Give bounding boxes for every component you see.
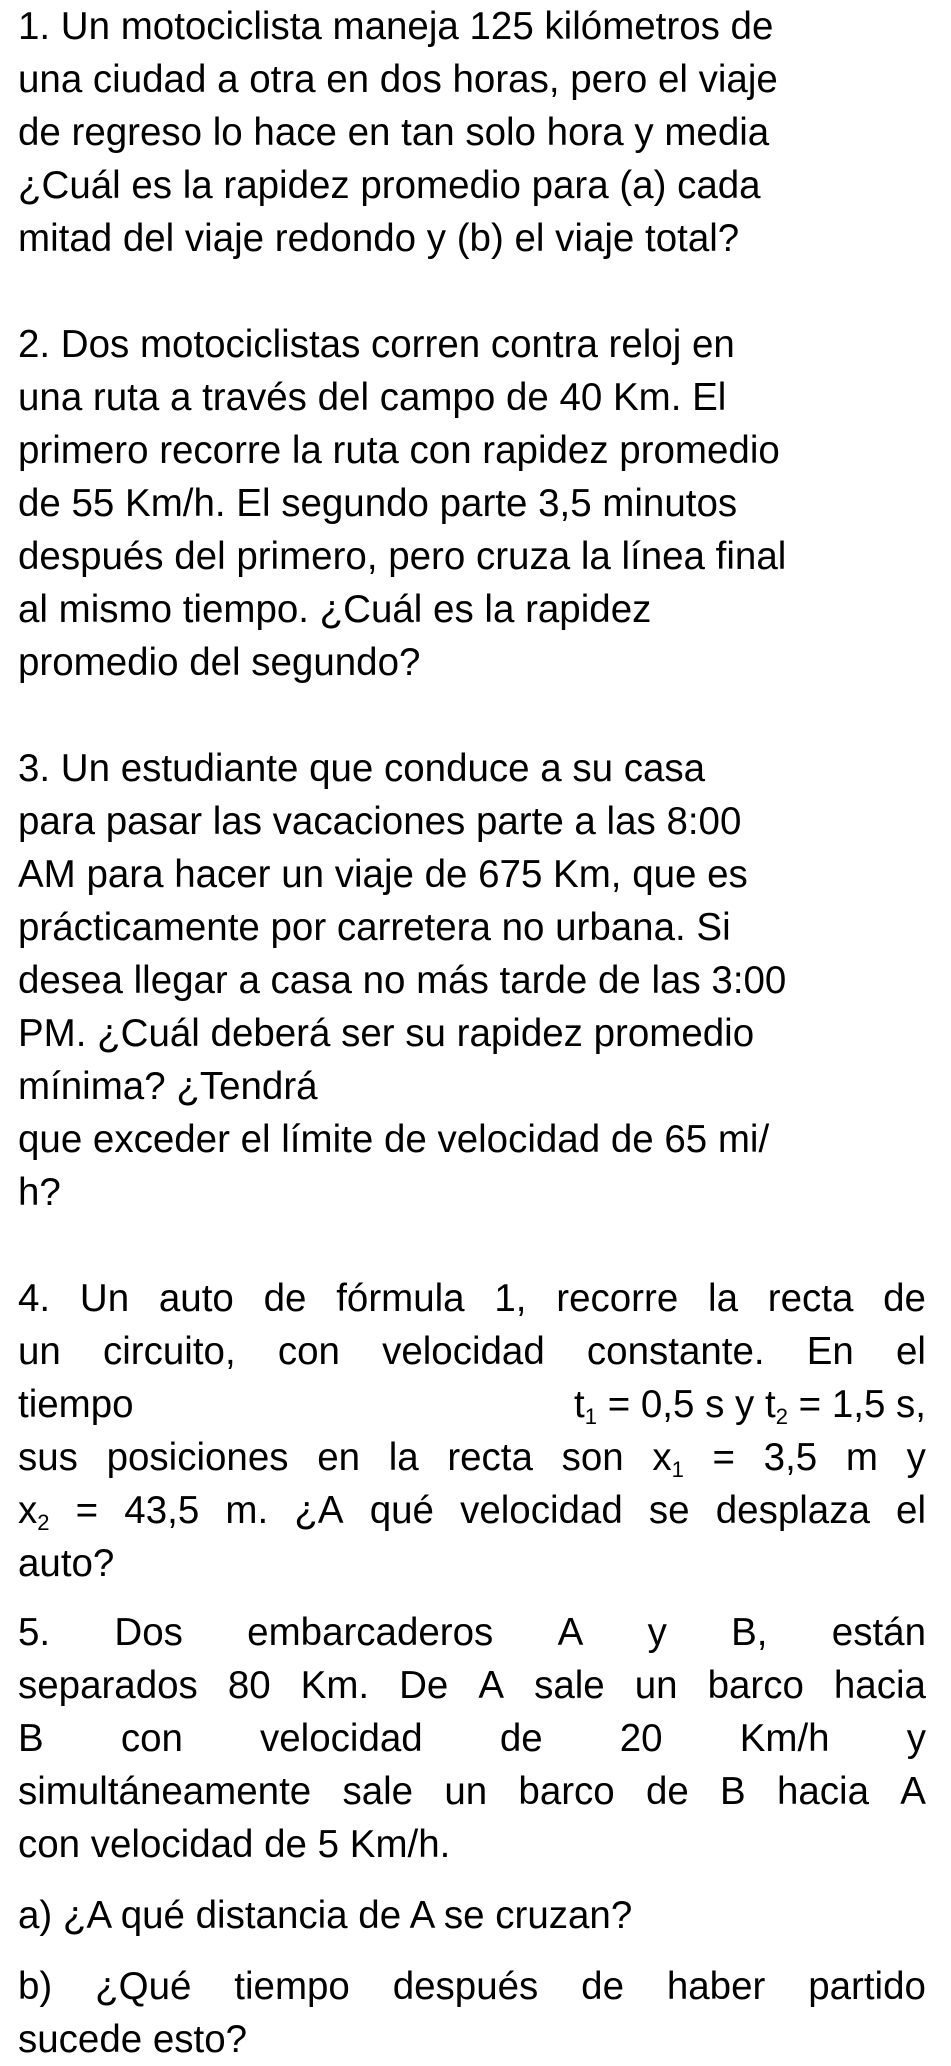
- word: y: [906, 1436, 926, 1479]
- document: [18, 0, 926, 2066]
- problem-2-line: primero recorre la ruta con rapidez promedio: [18, 429, 780, 472]
- word: embarcaderos: [247, 1611, 494, 1654]
- problem-4-line-3: [18, 1378, 926, 1431]
- word: barco: [707, 1664, 804, 1707]
- problem-2-line: de 55 Km/h. El segundo parte 3,5 minutos: [18, 482, 738, 525]
- word: 20: [619, 1717, 663, 1760]
- problem-4-line-5: [18, 1484, 926, 1537]
- problem-5-part-a: a) ¿A qué distancia de A se cruzan?: [18, 1894, 633, 1937]
- t1-symbol: t: [574, 1383, 585, 1426]
- problem-5-line-4: [18, 1765, 926, 1818]
- word: simultáneamente: [18, 1770, 312, 1813]
- word: recta: [767, 1277, 854, 1320]
- word: =: [75, 1489, 99, 1532]
- word: con: [120, 1717, 183, 1760]
- word: la: [388, 1436, 419, 1479]
- word: 1,: [494, 1277, 527, 1320]
- word: con: [277, 1330, 340, 1373]
- problem-4-line-1: [18, 1272, 926, 1325]
- problem-5-line-3: [18, 1712, 926, 1765]
- problem-5-line-1: [18, 1606, 926, 1659]
- problem-3-line: prácticamente por carretera no urbana. Si: [18, 906, 731, 949]
- word: sale: [342, 1770, 414, 1813]
- word: y: [647, 1611, 667, 1654]
- problem-4-line-6: auto?: [18, 1542, 115, 1585]
- problem-5: [18, 1606, 926, 2066]
- problem-4-line-2: [18, 1325, 926, 1378]
- t2-symbol: t: [765, 1383, 776, 1426]
- word: b): [18, 1965, 53, 2008]
- problem-3-line: AM para hacer un viaje de 675 Km, que es: [18, 853, 748, 896]
- problem-3-line: PM. ¿Cuál deberá ser su rapidez promedio: [18, 1012, 755, 1055]
- problem-2-line: una ruta a través del campo de 40 Km. El: [18, 376, 727, 419]
- word: m: [845, 1436, 878, 1479]
- x1-symbol: x: [652, 1436, 672, 1479]
- problem-3-line: que exceder el límite de velocidad de 65 mi/: [18, 1118, 770, 1161]
- problem-1-line: ¿Cuál es la rapidez promedio para (a) cada: [18, 164, 761, 207]
- t2-subscript: 2: [775, 1404, 788, 1429]
- word: 5.: [18, 1611, 51, 1654]
- blank-line: [18, 1219, 926, 1272]
- problem-4-line-4: [18, 1431, 926, 1484]
- word: Un: [79, 1277, 130, 1320]
- problem-3-line: mínima? ¿Tendrá: [18, 1065, 318, 1108]
- t1-subscript: 1: [584, 1404, 597, 1429]
- word: tiempo: [234, 1965, 350, 2008]
- word: hacia: [776, 1770, 870, 1813]
- word: desplaza: [715, 1489, 870, 1532]
- word: se: [648, 1489, 690, 1532]
- paragraph-gap: [18, 1871, 926, 1889]
- word: velocidad: [460, 1489, 623, 1532]
- t1-value: = 0,5 s y: [607, 1383, 755, 1426]
- word: constante.: [586, 1330, 765, 1373]
- word: un: [444, 1770, 488, 1813]
- word: 3,5: [763, 1436, 818, 1479]
- word: son: [561, 1436, 624, 1479]
- word: el: [896, 1330, 926, 1373]
- word: Km/h: [739, 1717, 830, 1760]
- word: barco: [518, 1770, 615, 1813]
- problem-1-line: 1. Un motociclista maneja 125 kilómetros de: [18, 5, 774, 48]
- word: haber: [666, 1965, 766, 2008]
- word: ¿A: [294, 1489, 344, 1532]
- word: recorre: [556, 1277, 679, 1320]
- problem-3: [18, 742, 926, 1219]
- word: el: [896, 1489, 926, 1532]
- word: un: [18, 1330, 61, 1373]
- problem-1: [18, 0, 926, 265]
- word: velocidad: [382, 1330, 545, 1373]
- word: A: [557, 1611, 584, 1654]
- word: B,: [731, 1611, 768, 1654]
- time-values: [574, 1378, 926, 1431]
- problem-2: [18, 318, 926, 689]
- word: qué: [369, 1489, 434, 1532]
- word: B: [18, 1717, 44, 1760]
- x1-term: [652, 1431, 684, 1484]
- paragraph-gap: [18, 1590, 926, 1606]
- word: B: [720, 1770, 746, 1813]
- problem-3-line: desea llegar a casa no más tarde de las 3:00: [18, 959, 787, 1002]
- problem-1-line: de regreso lo hace en tan solo hora y media: [18, 111, 770, 154]
- word: hacia: [833, 1664, 926, 1707]
- x1-subscript: 1: [671, 1457, 684, 1482]
- problem-5-part-b-line-2: sucede esto?: [18, 2018, 248, 2061]
- problem-3-line: 3. Un estudiante que conduce a su casa: [18, 747, 706, 790]
- word: auto: [158, 1277, 234, 1320]
- problem-2-line: promedio del segundo?: [18, 641, 421, 684]
- word: de: [581, 1965, 624, 2008]
- problem-5-line-2: [18, 1659, 926, 1712]
- word: fórmula: [336, 1277, 465, 1320]
- word: recta: [447, 1436, 533, 1479]
- word: ¿Qué: [95, 1965, 192, 2008]
- x2-subscript: 2: [37, 1510, 50, 1535]
- t2-value: = 1,5 s,: [798, 1383, 926, 1426]
- word: En: [806, 1330, 854, 1373]
- word: partido: [808, 1965, 926, 2008]
- word: 80: [227, 1664, 271, 1707]
- word: Dos: [114, 1611, 183, 1654]
- word: después: [392, 1965, 539, 2008]
- x2-symbol: x: [18, 1489, 38, 1532]
- word: de: [499, 1717, 543, 1760]
- paragraph-gap: [18, 1942, 926, 1960]
- word: circuito,: [103, 1330, 236, 1373]
- word: A: [478, 1664, 505, 1707]
- problem-2-line: 2. Dos motociclistas corren contra reloj en: [18, 323, 735, 366]
- word: de: [645, 1770, 689, 1813]
- word: un: [634, 1664, 678, 1707]
- problem-4: [18, 1272, 926, 1590]
- word: m.: [225, 1489, 269, 1532]
- word: de: [883, 1277, 926, 1320]
- word: sale: [534, 1664, 605, 1707]
- word: sus: [18, 1436, 78, 1479]
- word: Km.: [300, 1664, 370, 1707]
- problem-5-part-b-line-1: [18, 1960, 926, 2013]
- problem-2-line: al mismo tiempo. ¿Cuál es la rapidez: [18, 588, 652, 631]
- word: De: [399, 1664, 449, 1707]
- word: velocidad: [260, 1717, 423, 1760]
- word: 43,5: [124, 1489, 200, 1532]
- word: la: [708, 1277, 738, 1320]
- problem-1-line: una ciudad a otra en dos horas, pero el viaje: [18, 58, 778, 101]
- problem-3-line: para pasar las vacaciones parte a las 8:00: [18, 800, 742, 843]
- problem-1-line: mitad del viaje redondo y (b) el viaje total?: [18, 217, 740, 260]
- word: de: [263, 1277, 307, 1320]
- word: A: [900, 1770, 926, 1813]
- blank-line: [18, 265, 926, 318]
- problem-5-line-5: con velocidad de 5 Km/h.: [18, 1823, 451, 1866]
- word: posiciones: [106, 1436, 289, 1479]
- word: en: [317, 1436, 361, 1479]
- problem-2-line: después del primero, pero cruza la línea final: [18, 535, 787, 578]
- problem-3-line: h?: [18, 1171, 61, 1214]
- word: =: [712, 1436, 735, 1479]
- word: están: [831, 1611, 926, 1654]
- word: y: [906, 1717, 926, 1760]
- word: tiempo: [18, 1383, 134, 1426]
- x2-term: [18, 1484, 50, 1537]
- word: separados: [18, 1664, 198, 1707]
- word: 4.: [18, 1277, 51, 1320]
- blank-line: [18, 689, 926, 742]
